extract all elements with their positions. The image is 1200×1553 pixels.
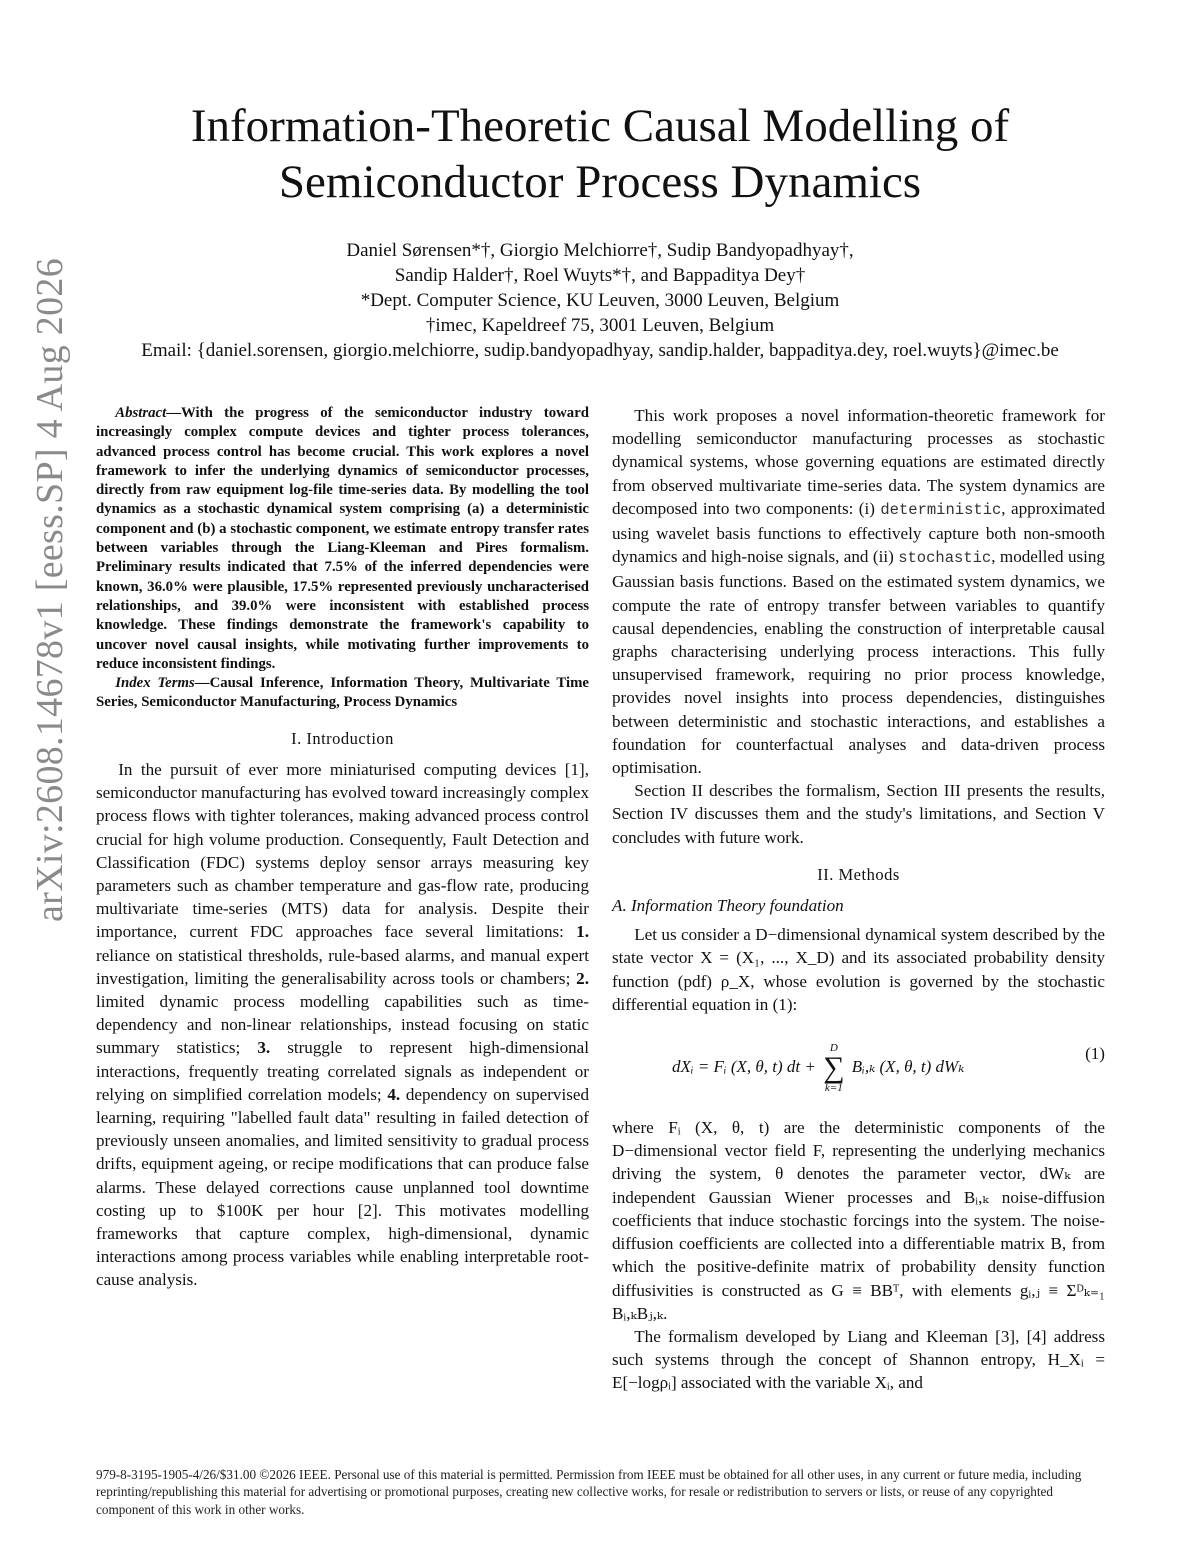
outline-paragraph: Section II describes the formalism, Section III presents the results, Section IV discusses them and the study's limitations, and Section V concludes with future work. [612,781,1105,847]
proposal-paragraph [612,404,1105,779]
equation-number: (1) [1085,1044,1105,1064]
index-terms-label: Index Terms [115,675,195,692]
affiliation-2: †imec, Kapeldreef 75, 3001 Leuven, Belgium [425,315,775,336]
equation-1 [612,1024,1105,1110]
index-terms [96,674,589,713]
abstract-label: Abstract [115,405,167,421]
email-line: Email: {daniel.sorensen, giorgio.melchiorre, sudip.bandyopadhyay, sandip.halder, bappaditya.dey, roel.wuyts}@imec.be [141,340,1059,361]
summation-symbol: D ∑ k=1 [823,1042,845,1095]
intro-text-a: In the pursuit of ever more miniaturised computing devices [1], semiconductor manufacturing has evolved toward increasingly complex process flows with tighter tolerances, making advanced process control crucial for high volume production. Consequently, Fault Detection and Classification (FDC) systems deploy sensor arrays measuring key parameters such as chamber temperature and gas-flow rate, producing multivariate time-series (MTS) data for analysis. Despite their importance, current FDC approaches face several limitations: [96,759,589,942]
methods-paragraph-3: The formalism developed by Liang and Kleeman [3], [4] address such systems through the concept of Shannon entropy, H_Xᵢ = E[−logρᵢ] associated with the variable Xᵢ, and [612,1326,1105,1393]
left-column [96,404,589,1292]
abstract-text: —With the progress of the semiconductor industry toward increasingly complex compute devices and tighter process tolerances, advanced process control has become crucial. This work explores a novel framework to infer the underlying dynamics of semiconductor processes, directly from raw equipment log-file time-series data. By modelling the tool dynamics as a stochastic dynamical system comprising (a) a deterministic component and (b) a stochastic component, we estimate entropy transfer rates between variables through the Liang-Kleeman and Pires formalism. Preliminary results indicated that 7.5% of the inferred dependencies were known, 36.0% were plausible, 17.5% represented previously uncharacterised relationships, and 39.0% were inconsistent with established process knowledge. These findings demonstrate the framework's capability to uncover novel causal insights, while motivating further improvements to reduce inconsistent findings. [96,405,589,672]
intro-text-c: limited dynamic process modelling capabilities such as time-dependency and non-linear relationships, instead focusing on static summary statistics; [96,991,589,1058]
right-column [612,404,1105,1395]
section-heading-introduction: I. Introduction [291,728,394,748]
stochastic-term: stochastic [898,549,992,568]
methods-paragraph-1: Let us consider a D−dimensional dynamical system described by the state vector X = (X₁, ..., X_D) and its associated probability density function (pdf) ρ_X, whose evolution is governed by the stochastic differential equation in (1): [612,925,1105,1014]
proposal-text-a: This work proposes a novel information-theoretic framework for modelling semiconductor manufacturing processes as stochastic dynamical systems, whose governing equations are estimated directly from observed multivariate time-series data. The system dynamics are decomposed into two components: (i) [612,406,1105,518]
subsection-heading: A. Information Theory foundation [612,896,844,916]
intro-text-d: struggle to represent high-dimensional interactions, frequently treating correlated signals as independent or relying on simplified correlation models; [96,1038,589,1104]
author-block [100,238,1100,363]
authors-line-1: Daniel Sørensen*†, Giorgio Melchiorre†, Sudip Bandyopadhyay†, [346,240,854,261]
intro-paragraph [96,758,589,1292]
equation-body [672,1042,964,1094]
title-line-1: Information-Theoretic Causal Modelling of [190,100,1010,152]
equation-rhs: Bᵢ,ₖ (X, θ, t) dWₖ [851,1056,965,1076]
proposal-text-c: , modelled using Gaussian basis functions. Based on the estimated system dynamics, we compute the rate of entropy transfer between variables to quantify causal dependencies, enabling the construction of interpretable causal graphs characterising underlying process interactions. This fully unsupervised framework, requiring no prior process knowledge, provides novel insights into process dependencies, distinguishes between deterministic and stochastic interactions, and establishes a foundation for counterfactual analyses and data-driven process optimisation. [612,547,1105,778]
section-heading-methods: II. Methods [817,864,900,884]
deterministic-term: deterministic [880,500,1002,519]
methods-paragraph-2: where Fᵢ (X, θ, t) are the deterministic components of the D−dimensional vector field F, representing the underlying mechanics driving the system, θ denotes the parameter vector, dWₖ are independent Gaussian Wiener processes and Bᵢ,ₖ noise-diffusion coefficients that induce stochastic forcings into the system. The noise-diffusion coefficients are collected into a differentiable matrix B, from which the positive-definite matrix of probability density function diffusivities is constructed as G ≡ BBᵀ, with elements gᵢ,ⱼ ≡ Σᴰₖ₌₁ Bᵢ,ₖBⱼ,ₖ. [612,1118,1105,1323]
intro-text-e: dependency on supervised learning, requiring "labelled fault data" resulting in failed detection of previously unseen anomalies, and limited sensitivity to gradual process drifts, equipment ageing, or recipe modifications that can produce false alarms. These delayed corrections cause unplanned tool downtime costing up to $100K per hour [2]. This motivates modelling frameworks that capture complex, high-dimensional, dynamic interactions among process variables while enabling interpretable root-cause analysis. [96,1084,590,1290]
authors-line-2: Sandip Halder†, Roel Wuyts*†, and Bappaditya Dey† [394,265,806,286]
equation-lhs: dXᵢ = Fᵢ (X, θ, t) dt + [672,1056,816,1076]
limitation-2-number: 2. [576,968,589,988]
arxiv-identifier: arXiv:2608.14678v1 [eess.SP] 4 Aug 2026 [29,258,71,923]
limitation-3-number: 3. [257,1038,271,1058]
index-terms-text: —Causal Inference, Information Theory, Multivariate Time Series, Semiconductor Manufacturing, Process Dynamics [96,675,590,711]
proposal-text-b: , approximated using wavelet basis functions to effectively capture both non-smooth dynamics and high-noise signals, and (ii) [612,498,1105,567]
paper-title [100,98,1100,210]
sum-lower-limit: k=1 [824,1082,843,1095]
limitation-4-number: 4. [387,1084,401,1104]
affiliation-1: *Dept. Computer Science, KU Leuven, 3000 Leuven, Belgium [360,290,840,311]
limitation-1-number: 1. [576,922,589,942]
abstract [96,404,589,674]
sum-upper-limit: D [829,1042,838,1055]
copyright-footer: 979-8-3195-1905-4/26/$31.00 ©2026 IEEE. Personal use of this material is permitted. Permission from IEEE must be obtained for all other uses, in any current or future media, including reprinting/republishing this material for advertising or promotional purposes, creating new collective works, for resale or redistribution to servers or lists, or reuse of any copyrighted component of this work in other works. [96,1467,1082,1517]
intro-text-b: reliance on statistical thresholds, rule-based alarms, and manual expert investigation, limiting the generalisability across tools or chambers; [96,945,589,988]
title-line-2: Semiconductor Process Dynamics [278,156,922,208]
